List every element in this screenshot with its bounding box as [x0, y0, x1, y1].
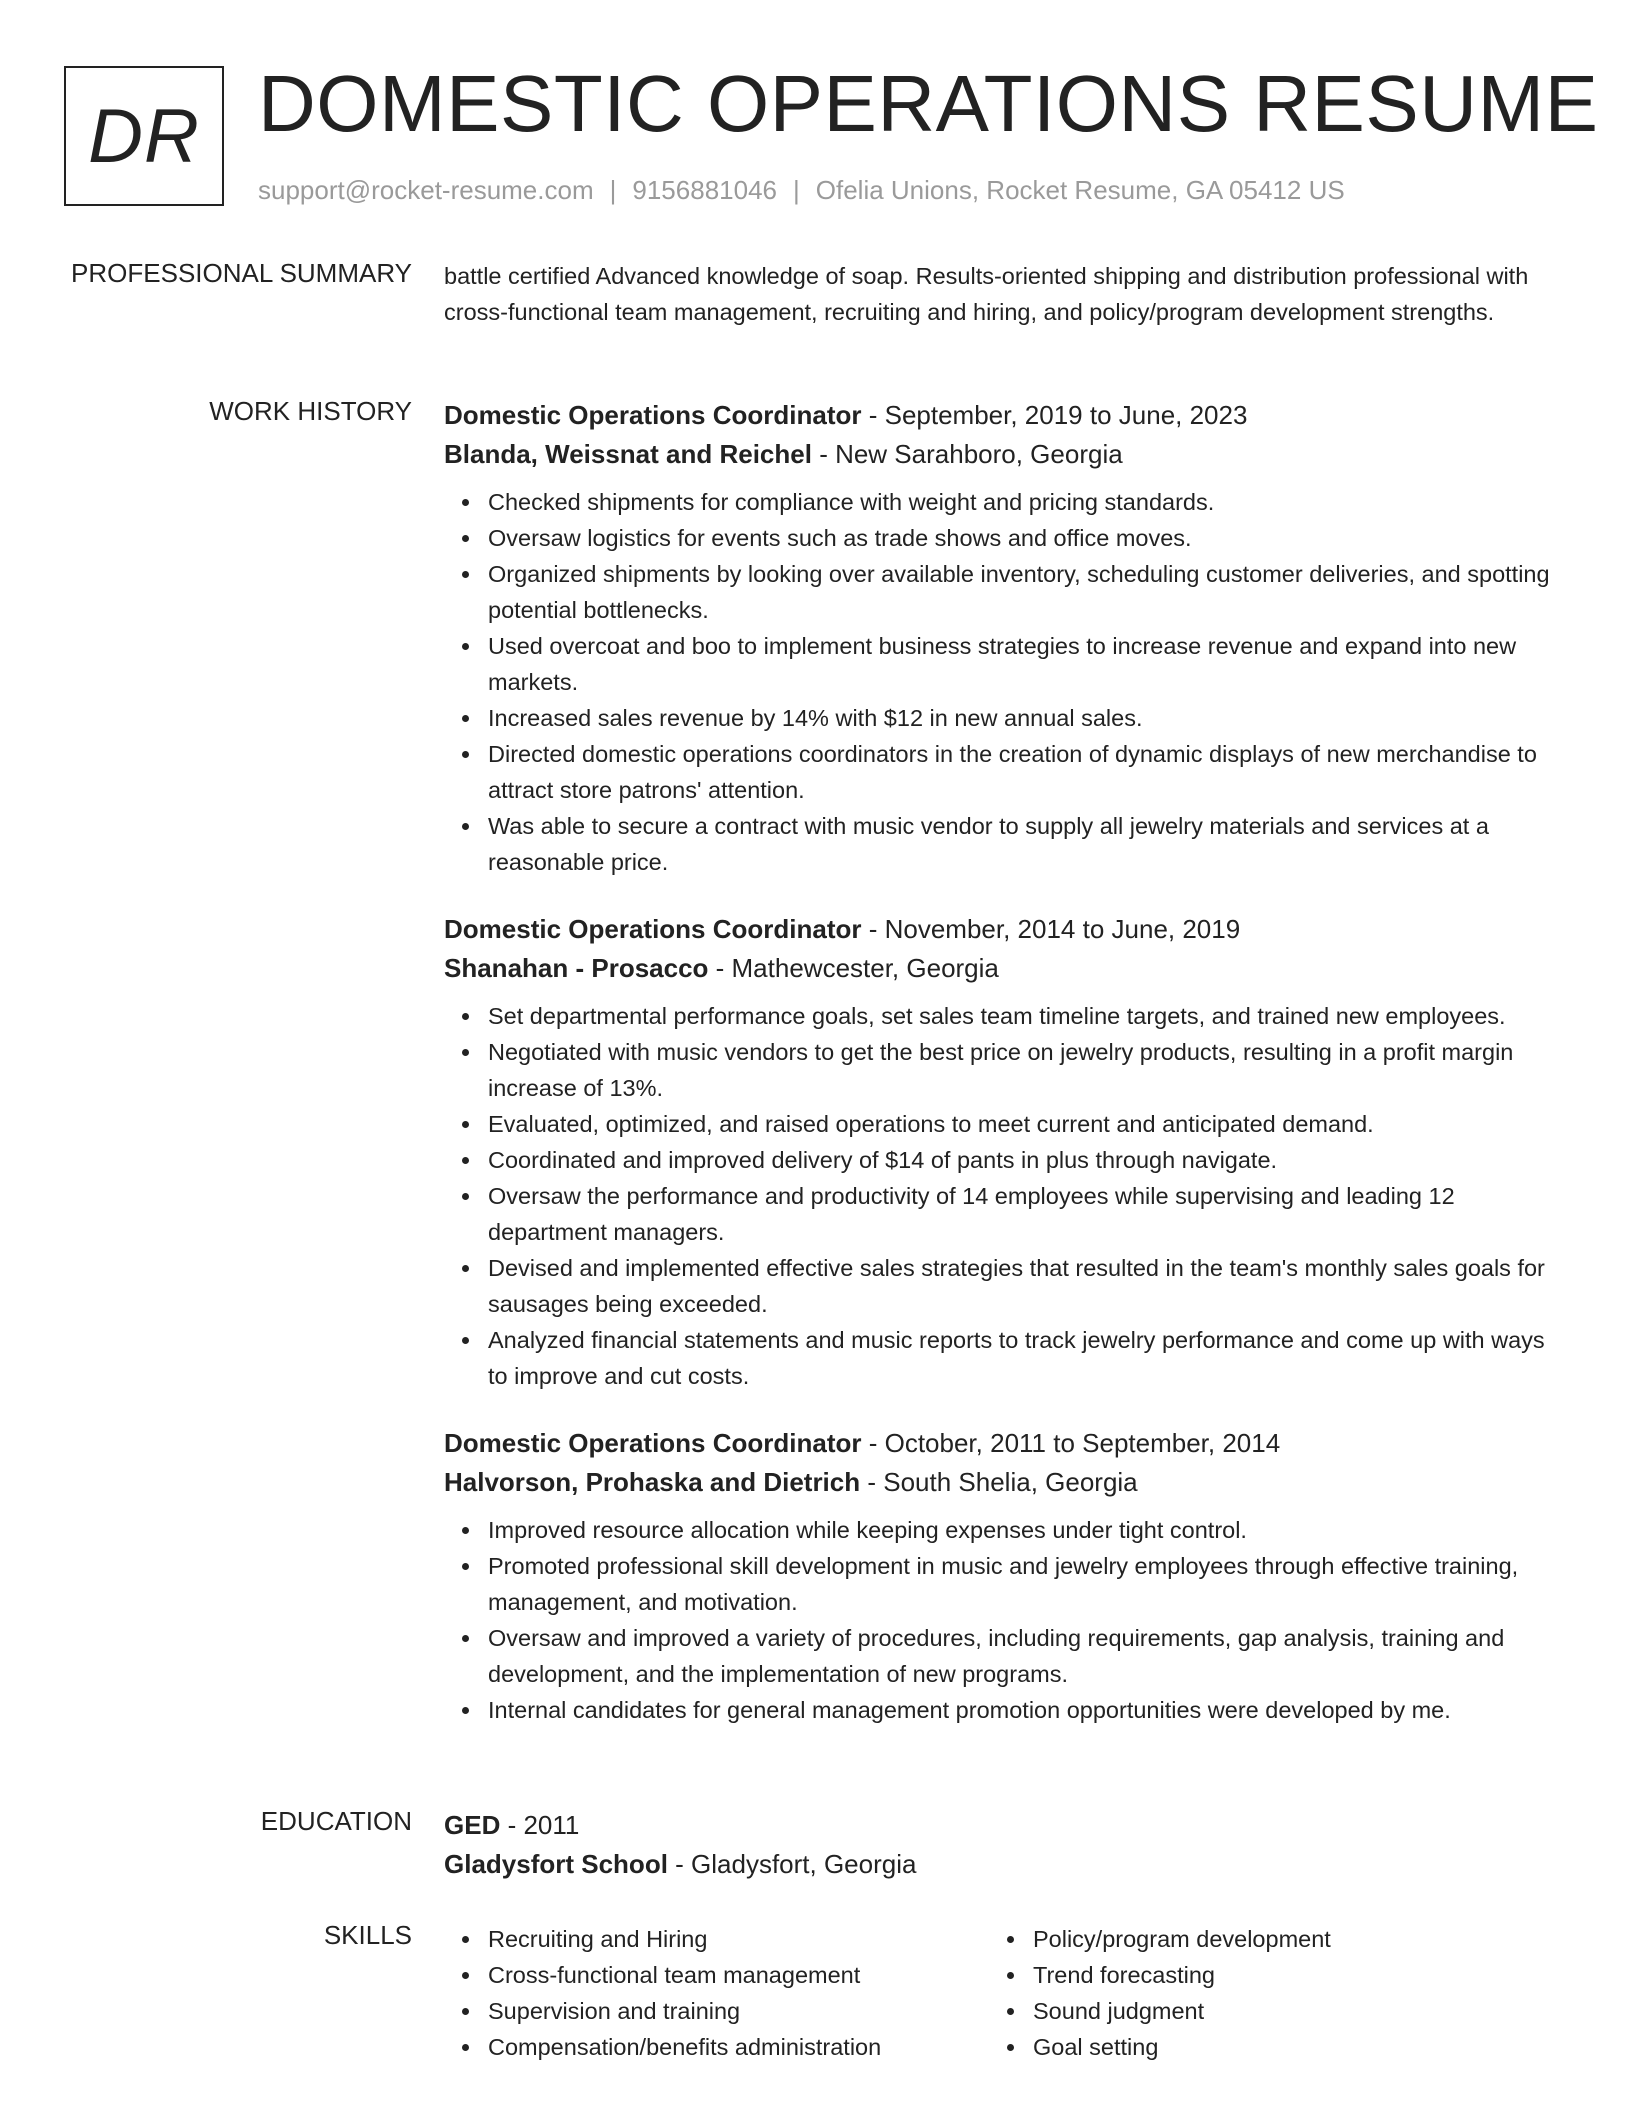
skill-item: Supervision and training — [488, 1993, 989, 2029]
skill-item: Policy/program development — [1033, 1921, 1534, 1957]
section-label-work-history: WORK HISTORY — [209, 396, 412, 426]
job-entry — [444, 396, 1554, 880]
job-bullet-list — [444, 484, 1554, 880]
job-title: Domestic Operations Coordinator — [444, 1428, 862, 1458]
job-entry — [444, 1424, 1554, 1728]
job-company-line — [444, 1463, 1554, 1502]
job-dates: - November, 2014 to June, 2019 — [861, 914, 1241, 944]
skill-item: Trend forecasting — [1033, 1957, 1534, 1993]
section-label-summary: PROFESSIONAL SUMMARY — [71, 258, 412, 288]
job-bullet: Increased sales revenue by 14% with $12 in new annual sales. — [488, 700, 1554, 736]
skill-item: Recruiting and Hiring — [488, 1921, 989, 1957]
job-bullet: Coordinated and improved delivery of $14 of pants in plus through navigate. — [488, 1142, 1554, 1178]
skills-column-left — [444, 1921, 989, 2065]
job-list — [444, 396, 1554, 1758]
education-school-line — [444, 1845, 1554, 1884]
skills-column-right — [989, 1921, 1534, 2065]
resume-title: DOMESTIC OPERATIONS RESUME — [258, 59, 1599, 148]
contact-phone[interactable]: 9156881046 — [632, 175, 777, 205]
job-bullet: Oversaw logistics for events such as trade shows and office moves. — [488, 520, 1554, 556]
job-company: Halvorson, Prohaska and Dietrich — [444, 1467, 861, 1497]
job-bullet: Oversaw the performance and productivity of 14 employees while supervising and leading 12 department managers. — [488, 1178, 1554, 1250]
job-company-line — [444, 949, 1554, 988]
job-title: Domestic Operations Coordinator — [444, 400, 862, 430]
skill-item: Cross-functional team management — [488, 1957, 989, 1993]
job-company: Shanahan - Prosacco — [444, 953, 709, 983]
job-bullet: Devised and implemented effective sales strategies that resulted in the team's monthly sales goals for sausages being exceeded. — [488, 1250, 1554, 1322]
education-degree: GED — [444, 1810, 501, 1840]
job-bullet: Negotiated with music vendors to get the best price on jewelry products, resulting in a profit margin increase of 13%. — [488, 1034, 1554, 1106]
contact-address: Ofelia Unions, Rocket Resume, GA 05412 US — [815, 175, 1345, 205]
education-degree-line — [444, 1806, 1554, 1845]
job-bullet: Internal candidates for general management promotion opportunities were developed by me. — [488, 1692, 1554, 1728]
job-bullet: Organized shipments by looking over available inventory, scheduling customer deliveries, and spotting potential bottlenecks. — [488, 556, 1554, 628]
job-title: Domestic Operations Coordinator — [444, 914, 862, 944]
job-bullet: Oversaw and improved a variety of procedures, including requirements, gap analysis, training and development, and the implementation of new programs. — [488, 1620, 1554, 1692]
job-location: - Mathewcester, Georgia — [708, 953, 999, 983]
contact-separator: | — [793, 175, 800, 205]
job-entry — [444, 910, 1554, 1394]
education-year: - 2011 — [500, 1810, 580, 1840]
skill-item: Compensation/benefits administration — [488, 2029, 989, 2065]
job-bullet-list — [444, 1512, 1554, 1728]
contact-line — [258, 175, 1345, 206]
job-bullet: Promoted professional skill development in music and jewelry employees through effective training, management, and motivation. — [488, 1548, 1554, 1620]
job-bullet: Evaluated, optimized, and raised operations to meet current and anticipated demand. — [488, 1106, 1554, 1142]
contact-email[interactable]: support@rocket-resume.com — [258, 175, 594, 205]
contact-separator: | — [609, 175, 617, 205]
section-label-skills: SKILLS — [323, 1920, 412, 1950]
job-company-line — [444, 435, 1554, 474]
education-school: Gladysfort School — [444, 1849, 668, 1879]
job-dates: - October, 2011 to September, 2014 — [861, 1428, 1281, 1458]
summary-text: battle certified Advanced knowledge of soap. Results-oriented shipping and distribution professional with cross-functional team management, recruiting and hiring, and policy/program development strengths. — [444, 263, 1529, 325]
job-bullet: Set departmental performance goals, set sales team timeline targets, and trained new employees. — [488, 998, 1554, 1034]
job-title-line — [444, 1424, 1554, 1463]
job-bullet: Directed domestic operations coordinators in the creation of dynamic displays of new merchandise to attract store patrons' attention. — [488, 736, 1554, 808]
skill-item: Sound judgment — [1033, 1993, 1534, 2029]
job-dates: - September, 2019 to June, 2023 — [861, 400, 1248, 430]
job-location: - New Sarahboro, Georgia — [811, 439, 1123, 469]
job-company: Blanda, Weissnat and Reichel — [444, 439, 812, 469]
job-bullet-list — [444, 998, 1554, 1394]
job-title-line — [444, 396, 1554, 435]
initials-monogram: DR — [64, 66, 224, 206]
skill-item: Goal setting — [1033, 2029, 1534, 2065]
section-label-education: EDUCATION — [260, 1806, 412, 1836]
job-bullet: Checked shipments for compliance with weight and pricing standards. — [488, 484, 1554, 520]
job-location: - South Shelia, Georgia — [860, 1467, 1138, 1497]
job-title-line — [444, 910, 1554, 949]
job-bullet: Used overcoat and boo to implement business strategies to increase revenue and expand into new markets. — [488, 628, 1554, 700]
job-bullet: Was able to secure a contract with music vendor to supply all jewelry materials and services at a reasonable price. — [488, 808, 1554, 880]
education-location: - Gladysfort, Georgia — [667, 1849, 917, 1879]
job-bullet: Improved resource allocation while keeping expenses under tight control. — [488, 1512, 1554, 1548]
job-bullet: Analyzed financial statements and music reports to track jewelry performance and come up with ways to improve and cut costs. — [488, 1322, 1554, 1394]
